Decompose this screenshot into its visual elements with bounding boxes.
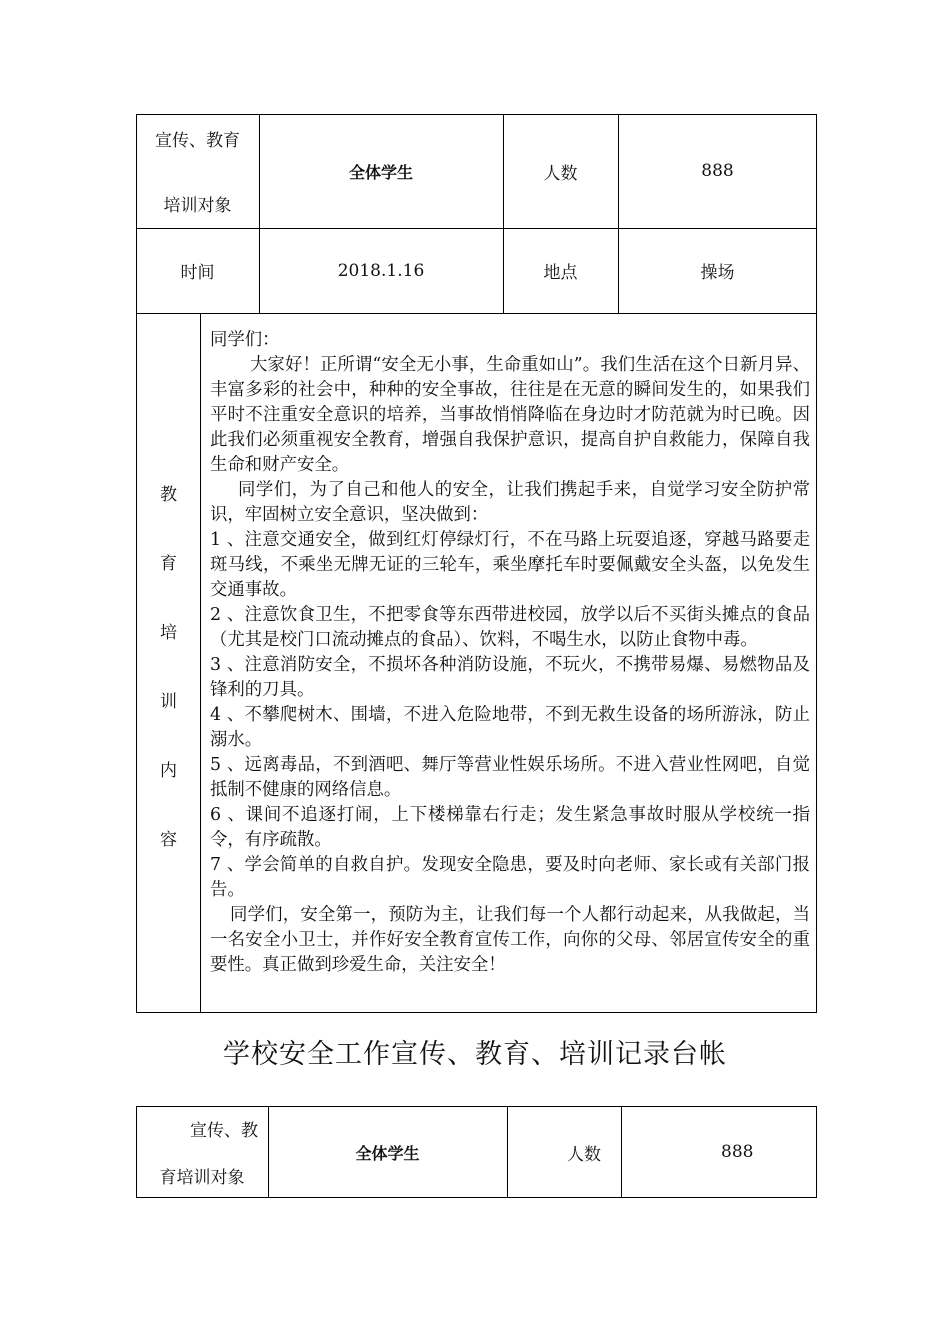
content-item-2: 2 、注意饮食卫生，不把零食等东西带进校园，放学以后不买街头摊点的食品（尤其是校门口流动摊点的食品）、饮料，不喝生水，以防止食物中毒。: [210, 605, 810, 650]
table2-target-label-line2: 育培训对象: [159, 1168, 245, 1188]
content-label-char: 育: [160, 554, 177, 574]
content-item-5: 5 、远离毒品，不到酒吧、舞厅等营业性娱乐场所。不进入营业性网吧，自觉抵制不健康的网络信息。: [210, 755, 810, 800]
content-item-4: 4 、不攀爬树木、围墙，不进入危险地带，不到无救生设备的场所游泳，防止溺水。: [210, 705, 810, 750]
content-label-char: 容: [160, 830, 177, 850]
content-paragraph-2: 同学们，为了自己和他人的安全，让我们携起手来，自觉学习安全防护常识，牢固树立安全意识，坚决做到：: [210, 480, 810, 525]
content-label-char: 内: [160, 761, 177, 781]
count-label: 人数: [543, 163, 578, 184]
document-title: 学校安全工作宣传、教育、培训记录台帐: [223, 1039, 727, 1070]
target-label: [136, 114, 259, 228]
content-closing: 同学们，安全第一，预防为主，让我们每一个人都行动起来，从我做起，当一名安全小卫士，并作好安全教育宣传工作，向你的父母、邻居宣传安全的重要性。真正做到珍爱生命，关注安全！: [210, 905, 810, 975]
table2-count-label: 人数: [567, 1144, 601, 1165]
content-label-char: 培: [160, 623, 177, 643]
place-value: 操场: [700, 263, 735, 283]
table2-target-value: 全体学生: [355, 1143, 420, 1163]
count-value: 888: [701, 161, 734, 181]
table1-content-divider: [200, 313, 201, 1013]
time-value: 2018.1.16: [337, 260, 425, 281]
content-greeting: 同学们：: [210, 330, 280, 350]
target-label-line1: 宣传、教育: [155, 131, 240, 151]
content-item-7: 7 、学会简单的自救自护。发现安全隐患，要及时向老师、家长或有关部门报告。: [210, 855, 810, 900]
content-item-6: 6 、课间不追逐打闹，上下楼梯靠右行走；发生紧急事故时服从学校统一指令，有序疏散。: [210, 805, 810, 850]
content-paragraph-1: 大家好！正所谓“安全无小事，生命重如山”。我们生活在这个日新月异、丰富多彩的社会中，种种的安全事故，往往是在无意的瞬间发生的，如果我们平时不注重安全意识的培养，当事故悄悄降临在身边时才防范就为时已晚。因此我们必须重视安全教育，增强自我保护意识，提高自护自救能力，保障自我生命和财产安全。: [210, 355, 810, 475]
content-label-char: 教: [160, 485, 177, 505]
content-label-char: 训: [160, 692, 177, 712]
target-value: 全体学生: [348, 162, 413, 182]
content-label: [137, 480, 200, 850]
table2-target-label-line1: 宣传、教: [190, 1121, 258, 1141]
place-label: 地点: [543, 263, 578, 283]
content-item-3: 3 、注意消防安全，不损坏各种消防设施，不玩火，不携带易爆、易燃物品及锋利的刀具。: [210, 655, 810, 700]
table2-target-label: [136, 1106, 268, 1198]
target-label-line2: 培训对象: [163, 196, 232, 216]
time-label: 时间: [180, 263, 215, 283]
table2-count-value: 888: [721, 1142, 754, 1162]
content-item-1: 1 、注意交通安全，做到红灯停绿灯行，不在马路上玩耍追逐，穿越马路要走斑马线，不乘坐无牌无证的三轮车，乘坐摩托车时要佩戴安全头盔，以免发生交通事故。: [210, 530, 810, 600]
training-content: [210, 328, 810, 978]
table1-row-divider-2: [136, 313, 817, 314]
